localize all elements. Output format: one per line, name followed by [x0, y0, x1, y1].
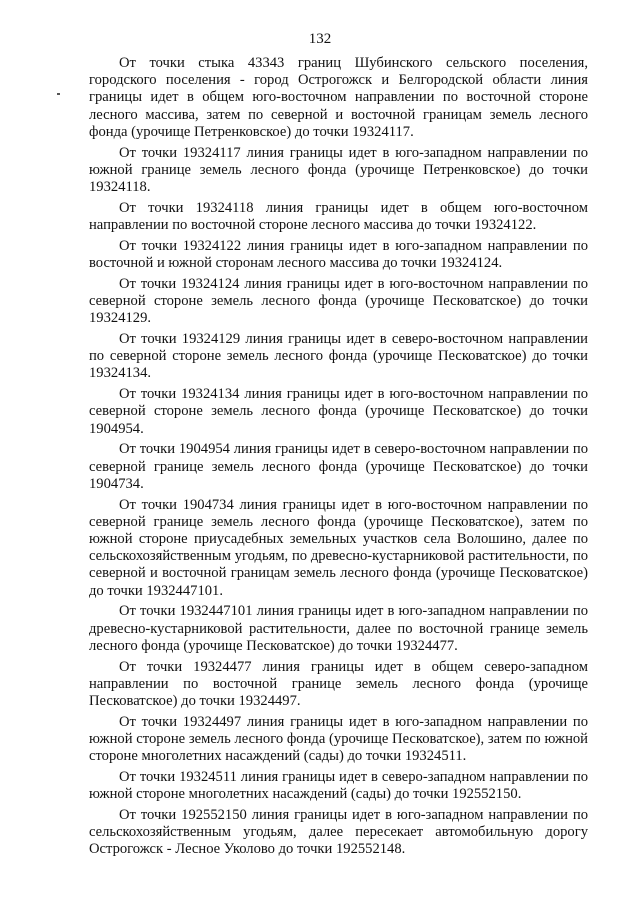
body-text — [89, 55, 588, 862]
paragraph: От точки 19324511 линия границы идет в северо-западном направлении по южной стороне многолетних насаждений (сады) до точки 192552150. — [89, 769, 588, 803]
paragraph: От точки 19324124 линия границы идет в юго-восточном направлении по северной стороне земель лесного фонда (урочище Песковатское) до точки 19324129. — [89, 275, 588, 327]
page-number: 132 — [308, 31, 332, 47]
paragraph: От точки 19324497 линия границы идет в юго-западном направлении по южной стороне земель лесного фонда (урочище Песковатское), затем по южной стороне многолетних насаждений (сады) до точки 19324511. — [89, 713, 588, 765]
paragraph: От точки стыка 43343 границ Шубинского сельского поселения, городского поселения - город Острогожск и Белгородской области линия границы идет в общем юго-восточном направлении по восточной стороне лесного массива, затем по северной и восточной границам земель лесного фонда (урочище Петренковское) до точки 19324117. — [89, 55, 588, 140]
paragraph: От точки 1904734 линия границы идет в юго-восточном направлении по северной границе земель лесного фонда (урочище Песковатское), затем по южной стороне приусадебных земельных участков села Волошино, далее по сельскохозяйственным угодьям, по древесно-кустарниковой растительности, по северной и восточной границам земель лесного фонда (урочище Песковатское) до точки 1932447101. — [89, 496, 588, 599]
paragraph: От точки 19324118 линия границы идет в общем юго-восточном направлении по восточной стороне лесного массива до точки 19324122. — [89, 199, 588, 234]
paragraph: От точки 192552150 линия границы идет в юго-западном направлении по сельскохозяйственным угодьям, далее пересекает автомобильную дорогу Острогожск - Лесное Уколово до точки 192552148. — [89, 807, 588, 858]
paragraph: От точки 1932447101 линия границы идет в юго-западном направлении по древесно-кустарниковой растительности, далее по восточной границе земель лесного фонда (урочище Песковатское) до точки 19324477. — [89, 603, 588, 654]
margin-speck — [57, 93, 60, 95]
paragraph: От точки 19324134 линия границы идет в юго-восточном направлении по северной стороне земель лесного фонда (урочище Песковатское) до точки 1904954. — [89, 386, 588, 437]
paragraph: От точки 19324129 линия границы идет в северо-восточном направлении по северной стороне земель лесного фонда (урочище Песковатское) до точки 19324134. — [89, 331, 588, 382]
paragraph: От точки 1904954 линия границы идет в северо-восточном направлении по северной границе земель лесного фонда (урочище Песковатское) до точки 1904734. — [89, 441, 588, 492]
paragraph: От точки 19324477 линия границы идет в общем северо-западном направлении по восточной границе земель лесного фонда (урочище Песковатское) до точки 19324497. — [89, 658, 588, 710]
paragraph: От точки 19324117 линия границы идет в юго-западном направлении по южной границе земель лесного фонда (урочище Петренковское) до точки 19324118. — [89, 144, 588, 196]
paragraph: От точки 19324122 линия границы идет в юго-западном направлении по восточной и южной сторонам лесного массива до точки 19324124. — [89, 237, 588, 272]
